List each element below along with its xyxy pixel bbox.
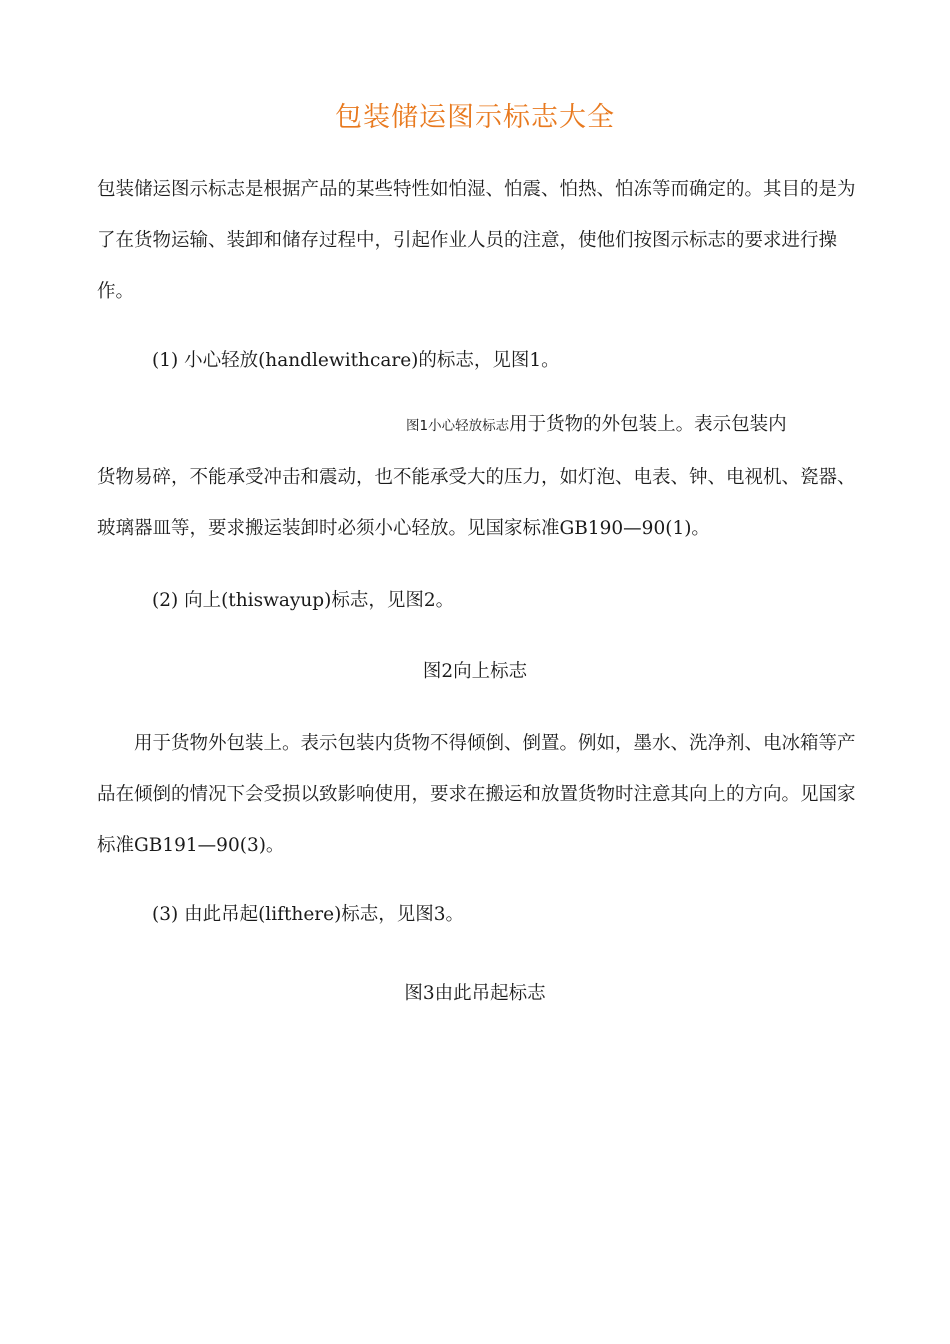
item1-paragraph: 货物易碎，不能承受冲击和震动，也不能承受大的压力，如灯泡、电表、钟、电视机、瓷器、玻璃器皿等，要求搬运装卸时必须小心轻放。见国家标准GB190—90(1)。 xyxy=(97,467,856,539)
figure2-caption: 图2向上标志 xyxy=(422,661,528,682)
figure3-caption: 图3由此吊起标志 xyxy=(404,983,546,1004)
item2-paragraph: 用于货物外包装上。表示包装内货物不得倾倒、倒置。例如，墨水、洗净剂、电冰箱等产品在倾倒的情况下会受损以致影响使用，要求在搬运和放置货物时注意其向上的方向。见国家标准GB191—90(3)。 xyxy=(97,733,856,856)
item3-heading: (3) 由此吊起(lifthere)标志，见图3。 xyxy=(152,904,465,925)
item2-heading: (2) 向上(thiswayup)标志，见图2。 xyxy=(152,590,455,611)
figure1-caption: 图1小心轻放标志 xyxy=(406,418,510,434)
intro-paragraph: 包装储运图示标志是根据产品的某些特性如怕湿、怕震、怕热、怕冻等而确定的。其目的是为了在货物运输、装卸和储存过程中，引起作业人员的注意，使他们按图示标志的要求进行操作。 xyxy=(97,179,856,302)
item1-first-line xyxy=(406,411,787,440)
item1-text-lead: 用于货物的外包装上。表示包装内 xyxy=(509,414,787,435)
document-title: 包装储运图示标志大全 xyxy=(335,102,615,133)
item1-heading: (1) 小心轻放(handlewithcare)的标志，见图1。 xyxy=(152,350,560,371)
